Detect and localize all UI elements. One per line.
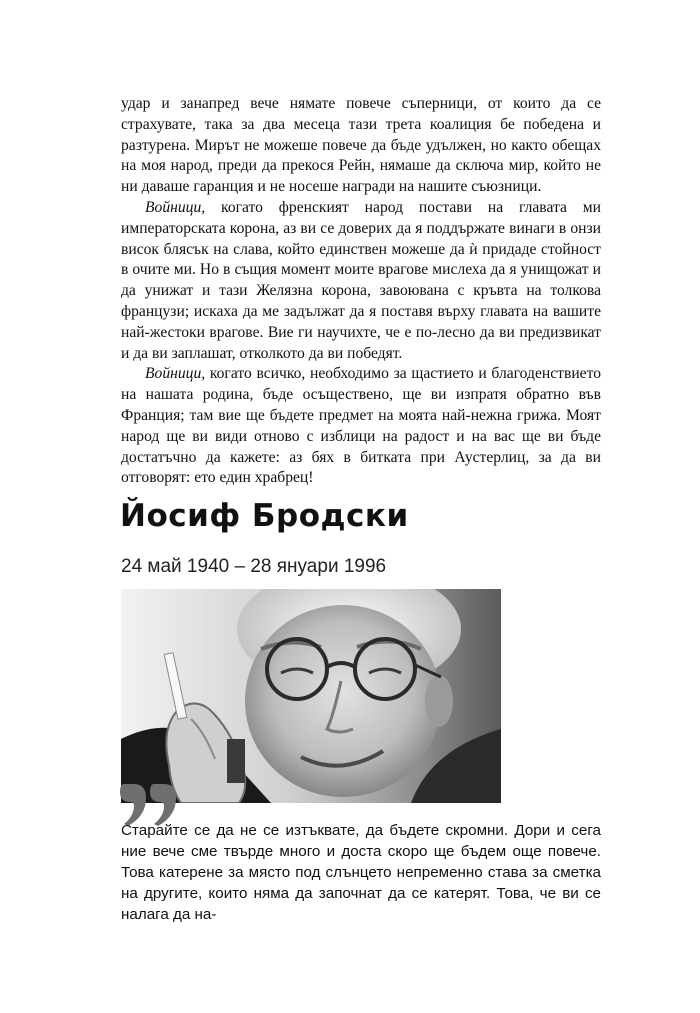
quote-paragraph: Старайте се да не се изтъквате, да бъдете скромни. Дори и сега ние вече сме твърде много и доста скоро ще бъдем още повече. Това катерене за място под слънцето непременно става за сметка на другите, които няма да започнат да се катерят. Това, че ви се налага да на- [121,822,601,923]
paragraph-body: когато всичко, необходимо за щастието и благоденствието на нашата родина, бъде осъществено, ще ви изпратя обратно във Франция; там вие ще бъдете предмет на моята най-нежна грижа. Моят народ ще ви види отново с изблици на радост и на вас ще ви бъде достатъчно да кажете: аз бях в битката при Аустерлиц, за да ви отговорят: ето един храбрец! [121,365,601,487]
paragraph-lead: Войници, [145,198,206,216]
author-quote [121,820,601,925]
speech-paragraph-1: удар и занапред вече нямате повече съперници, от които да се страхувате, така за два месеца тази трета коалиция бе победена и разтурена. Мирът не можеше повече да бъде удължен, но както обещах на моя народ, преди да прекося Рейн, нямаше да сключа мир, който не ни даваше гаранция и не носеше награди на нашите съюзници. [121,95,601,196]
speech-paragraph-3 [121,364,601,489]
author-dates: 24 май 1940 – 28 януари 1996 [121,556,387,577]
author-portrait [121,589,501,803]
speech-text [121,94,601,489]
author-name: Йосиф Бродски [120,498,409,534]
paragraph-body: когато френският народ постави на главата ми императорската корона, аз ви се доверих да я поддържате винаги в онзи висок блясък на слава, който единствен можеше да ѝ придаде стойност в очите ми. Но в същия момент моите врагове мислеха да я унищожат и да унижат и тази Желязна корона, завоювана с кръвта на толкова французи; искаха да ме задължат да я поставя върху главата на вашите най-жестоки врагове. Вие ги научихте, че е по-лесно да ви предизвикат и да ви заплашат, отколкото да ви победят. [121,198,601,362]
speech-paragraph-2 [121,198,601,364]
paragraph-lead: Войници, [145,365,206,383]
portrait-photo-icon [121,589,501,803]
